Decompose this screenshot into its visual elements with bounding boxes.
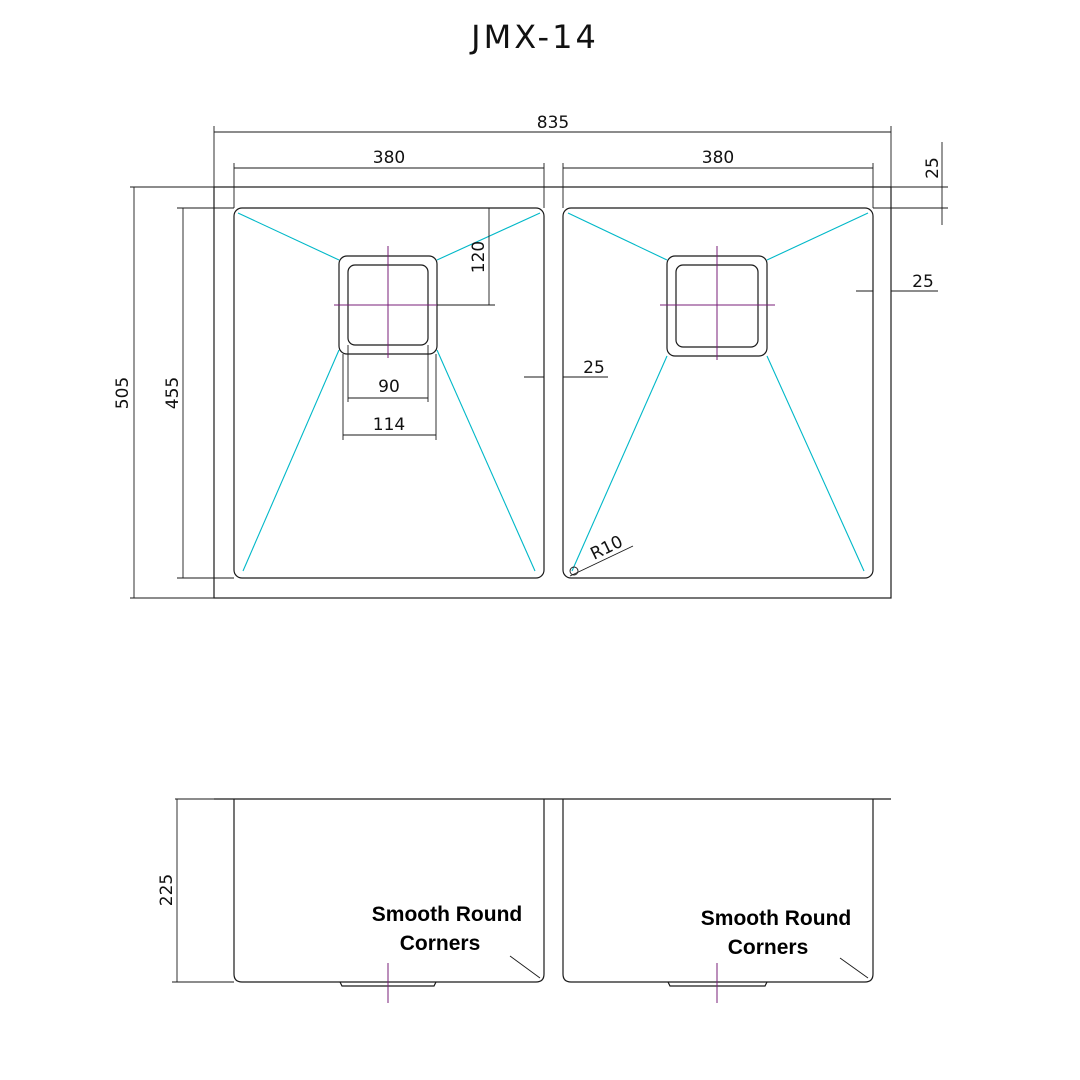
right-side-offset-label: 25 bbox=[912, 272, 934, 292]
bowl-depth-label: 455 bbox=[163, 376, 183, 410]
left-drain-outlet bbox=[340, 963, 436, 1003]
right-drain-guides bbox=[568, 213, 868, 571]
right-bowl-width-label: 380 bbox=[701, 148, 735, 168]
drain-inner-label: 90 bbox=[378, 377, 400, 397]
divider-offset-label: 25 bbox=[583, 358, 605, 378]
right-bowl-section bbox=[563, 799, 873, 982]
drain-outer-label: 114 bbox=[372, 415, 406, 435]
top-offset-label: 25 bbox=[923, 157, 943, 179]
model-title: JMX-14 bbox=[471, 18, 599, 56]
drain-offset-label: 120 bbox=[469, 240, 489, 274]
left-drain bbox=[334, 246, 495, 440]
right-corner-leader bbox=[840, 958, 868, 978]
right-note-line2: Corners bbox=[727, 936, 809, 959]
right-drain bbox=[660, 246, 775, 360]
section-view bbox=[157, 799, 891, 1003]
right-drain-outlet bbox=[668, 963, 767, 1003]
left-note-line2: Corners bbox=[399, 932, 481, 955]
left-bowl-width-label: 380 bbox=[372, 148, 406, 168]
corner-radius-label: R10 bbox=[587, 531, 627, 565]
left-note-line1: Smooth Round bbox=[371, 903, 523, 926]
overall-width-label: 835 bbox=[536, 113, 570, 133]
right-note-line1: Smooth Round bbox=[700, 907, 852, 930]
plan-view bbox=[214, 187, 891, 598]
plan-dimensions bbox=[113, 113, 948, 598]
overall-depth-label: 505 bbox=[113, 376, 133, 410]
left-corner-leader bbox=[510, 956, 540, 978]
bowl-height-label: 225 bbox=[157, 873, 177, 907]
left-bowl-section bbox=[234, 799, 544, 982]
right-bowl-outline bbox=[563, 208, 873, 578]
